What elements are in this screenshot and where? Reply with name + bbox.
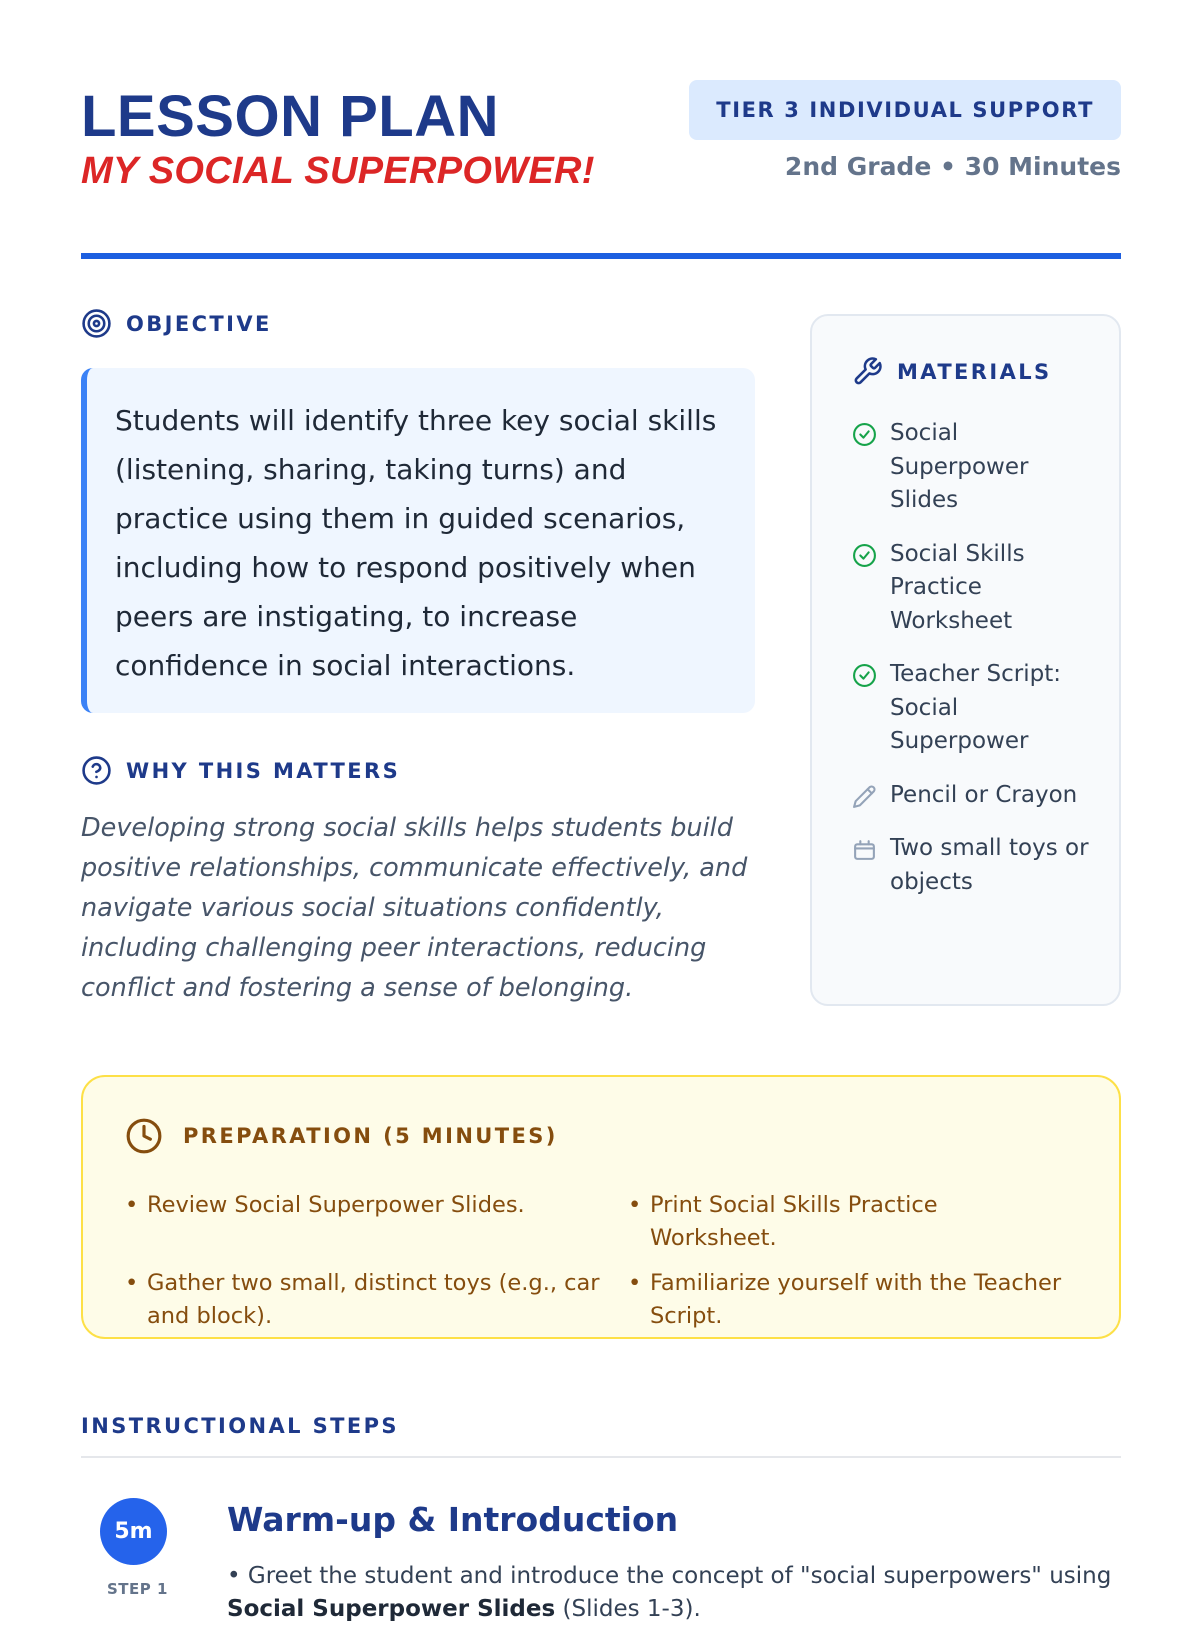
preparation-item: • Print Social Skills Practice Worksheet. [628,1189,1068,1255]
objective-text: Students will identify three key social skills (listening, sharing, taking turns) and practice using them in guided scenarios, including how to respond positively when peers are instigating, to increase confidence in social interactions. [115,404,717,682]
material-text: Two small toys or objects [890,835,1089,895]
material-item [852,538,1099,639]
preparation-label: PREPARATION (5 MINUTES) [183,1124,558,1148]
material-text: Teacher Script: Social Superpower [890,661,1061,754]
step-text-bold: Social Superpower Slides [227,1596,556,1622]
grade-duration: 2nd Grade • 30 Minutes [784,152,1121,181]
preparation-item-text: Print Social Skills Practice Worksheet. [650,1192,938,1251]
page-title: LESSON PLAN [81,84,499,149]
lesson-subtitle: MY SOCIAL SUPERPOWER! [81,150,595,192]
step-description [227,1560,1121,1626]
step-duration-badge: 5m [100,1498,167,1565]
materials-heading [852,356,1099,387]
step-number: STEP 1 [107,1580,168,1598]
pencil-icon [852,784,878,809]
objective-heading [81,308,272,339]
step-text-suffix: (Slides 1-3). [555,1596,701,1622]
material-text: Social Superpower Slides [890,420,1029,513]
preparation-item: • Review Social Superpower Slides. [125,1189,628,1255]
box-icon [852,837,878,862]
preparation-item: • Gather two small, distinct toys (e.g., car and block). [125,1267,628,1333]
objective-box [81,368,755,713]
preparation-list [125,1189,1079,1333]
materials-panel [810,314,1121,1006]
clock-icon [125,1117,163,1155]
materials-label: MATERIALS [897,359,1052,384]
why-heading [81,755,400,786]
preparation-heading [125,1117,1079,1155]
lesson-plan-page [81,0,1121,1622]
material-text: Social Skills Practice Worksheet [890,540,1025,634]
wrench-icon [852,356,883,387]
material-text: Pencil or Crayon [890,781,1078,808]
why-text: Developing strong social skills helps students build positive relationships, communicate effectively, and navigate various social situations confidently, including challenging peer interactions, reducing conflict and fostering a sense of belonging. [81,813,748,1003]
check-circle-icon [852,422,878,447]
material-item [852,417,1099,518]
material-item [852,658,1099,759]
preparation-item: • Familiarize yourself with the Teacher Script. [628,1267,1068,1333]
step-title: Warm-up & Introduction [227,1500,679,1539]
preparation-panel [81,1075,1121,1339]
check-circle-icon [852,663,878,688]
check-circle-icon [852,543,878,568]
steps-divider [81,1456,1121,1458]
material-item [852,779,1099,813]
objective-label: OBJECTIVE [126,311,272,336]
why-label: WHY THIS MATTERS [126,758,401,783]
preparation-item-text: Familiarize yourself with the Teacher Script. [650,1270,1062,1329]
tier-badge: TIER 3 INDIVIDUAL SUPPORT [689,80,1121,140]
target-icon [81,308,112,339]
preparation-item-text: Review Social Superpower Slides. [147,1192,525,1218]
material-item [852,832,1099,899]
steps-heading: INSTRUCTIONAL STEPS [81,1414,399,1438]
preparation-item-text: Gather two small, distinct toys (e.g., car and block). [147,1270,600,1329]
header-divider [81,253,1121,259]
step-text-prefix: • Greet the student and introduce the concept of "social superpowers" using [227,1563,1112,1589]
help-circle-icon [81,755,112,786]
